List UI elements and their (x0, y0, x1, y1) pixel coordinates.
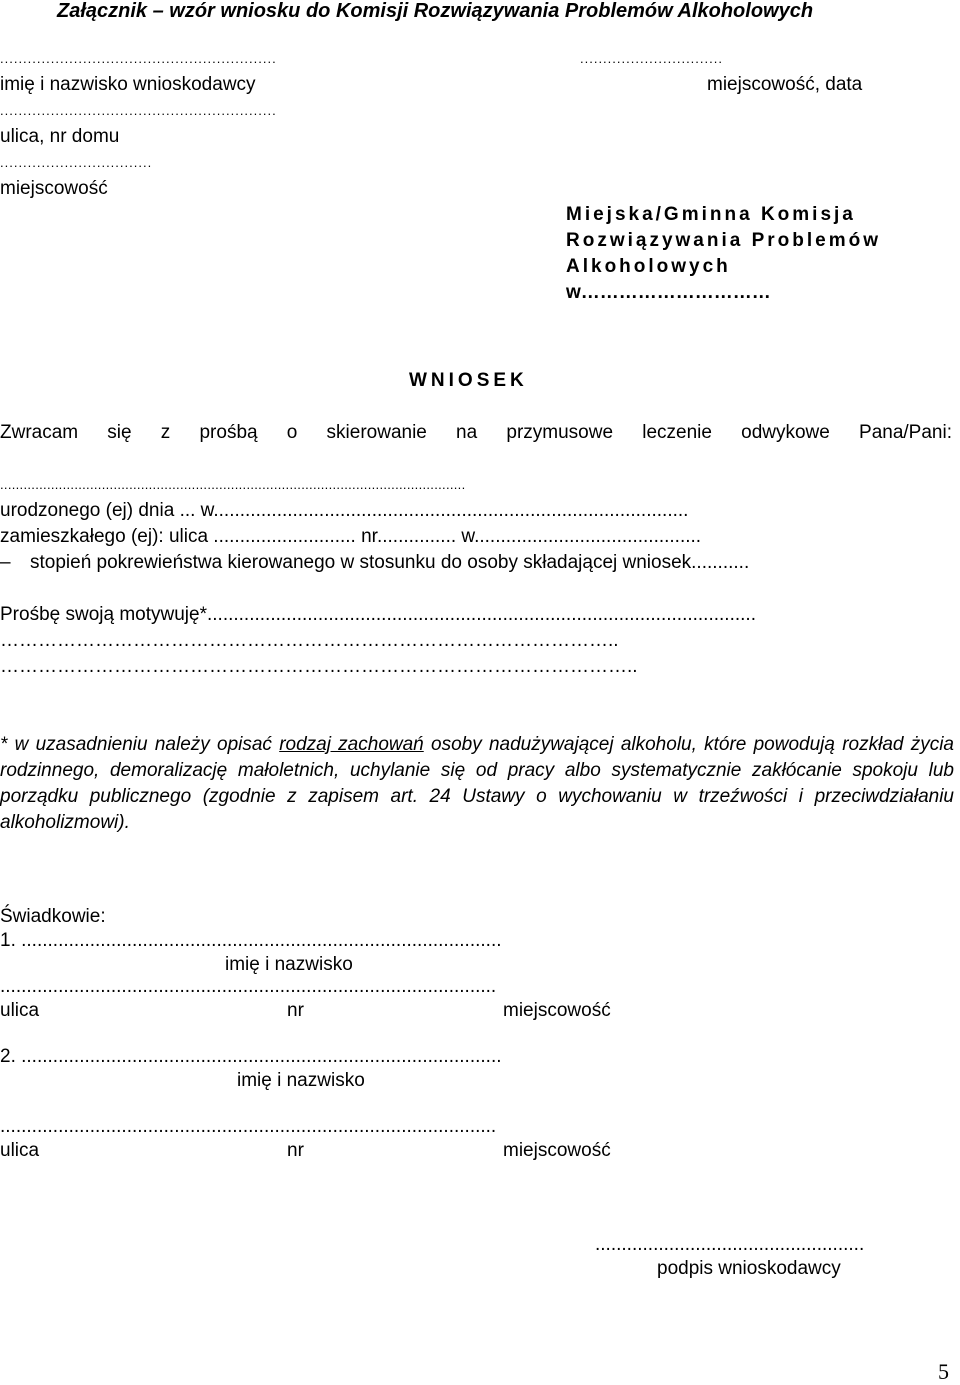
footnote-underlined: rodzaj zachowań (279, 734, 424, 755)
witness-2-name-label: imię i nazwisko (237, 1070, 365, 1091)
addressee-line-2: Rozwiązywania Problemów (566, 230, 881, 251)
signature-dots: ................................................... (595, 1234, 865, 1255)
witness-1-city-label: miejscowość (503, 1000, 611, 1021)
request-text: Zwracam się z prośbą o skierowanie na przymusowe leczenie odwykowe Pana/Pani: (0, 422, 952, 443)
addressee-line-3: Alkoholowych (566, 256, 731, 277)
document-title: Załącznik – wzór wniosku do Komisji Rozwiązywania Problemów Alkoholowych (57, 0, 814, 22)
applicant-name-dots: ............................................................ (0, 51, 277, 66)
applicant-street-label: ulica, nr domu (0, 126, 120, 147)
witnesses-label: Świadkowie: (0, 906, 106, 927)
witness-2-nr-label: nr (287, 1140, 304, 1161)
witness-2-dots: 2. ........................................................................................... (0, 1046, 502, 1067)
witness-1-name-label: imię i nazwisko (225, 954, 353, 975)
witness-2-street-label: ulica (0, 1140, 40, 1161)
footnote (0, 732, 954, 836)
place-date-dots: ............................... (580, 51, 723, 66)
applicant-city-dots: ................................. (0, 155, 153, 170)
addressee-line-4: w………………………… (566, 282, 771, 303)
applicant-street-dots: ............................................................ (0, 103, 277, 118)
footnote-part-2: osoby nadużywającej alkoholu, które powodują rozkład życia rodzinnego, demoralizację małoletnich, uchylanie się od pracy albo systematycznie zakłócanie spokoju lub porządku publicznego (zgodnie z zapisem art. 24 Ustawy o wychowaniu w trzeźwości i przeciwdziałaniu alkoholizmowi). (0, 734, 954, 833)
form-heading: WNIOSEK (409, 370, 528, 391)
motivation-dots-a: …………………………………………………………………………………….. (0, 630, 619, 651)
witness-1-street-label: ulica (0, 1000, 40, 1021)
place-date-label: miejscowość, data (707, 74, 863, 95)
applicant-name-label: imię i nazwisko wnioskodawcy (0, 74, 256, 95)
witness-1-nr-label: nr (287, 1000, 304, 1021)
applicant-city-label: miejscowość (0, 178, 108, 199)
witness-1-address-dots: .............................................................................................. (0, 976, 497, 997)
signature-label: podpis wnioskodawcy (657, 1258, 841, 1279)
kinship-line: stopień pokrewieństwa kierowanego w stosunku do osoby składającej wniosek........... (30, 552, 750, 573)
addressee-line-1: Miejska/Gminna Komisja (566, 204, 856, 225)
footnote-part-1: * w uzasadnieniu należy opisać (0, 734, 280, 755)
witness-2-city-label: miejscowość (503, 1140, 611, 1161)
residence-line: zamieszkałego (ej): ulica ........................... nr............... w........................................... (0, 526, 702, 547)
motivation-line: Prośbę swoją motywuję*........................................................................................................ (0, 604, 756, 625)
born-line: urodzonego (ej) dnia ... w.......................................................................................... (0, 500, 689, 521)
witness-2-address-dots: .............................................................................................. (0, 1116, 497, 1137)
motivation-dots-b: ……………………………………………………………………………………….. (0, 656, 638, 677)
page-number: 5 (938, 1359, 949, 1384)
person-name-dots: ....................................................................................................................... (0, 477, 466, 492)
witness-1-dots: 1. ........................................................................................... (0, 930, 502, 951)
kinship-dash: – (0, 552, 11, 573)
